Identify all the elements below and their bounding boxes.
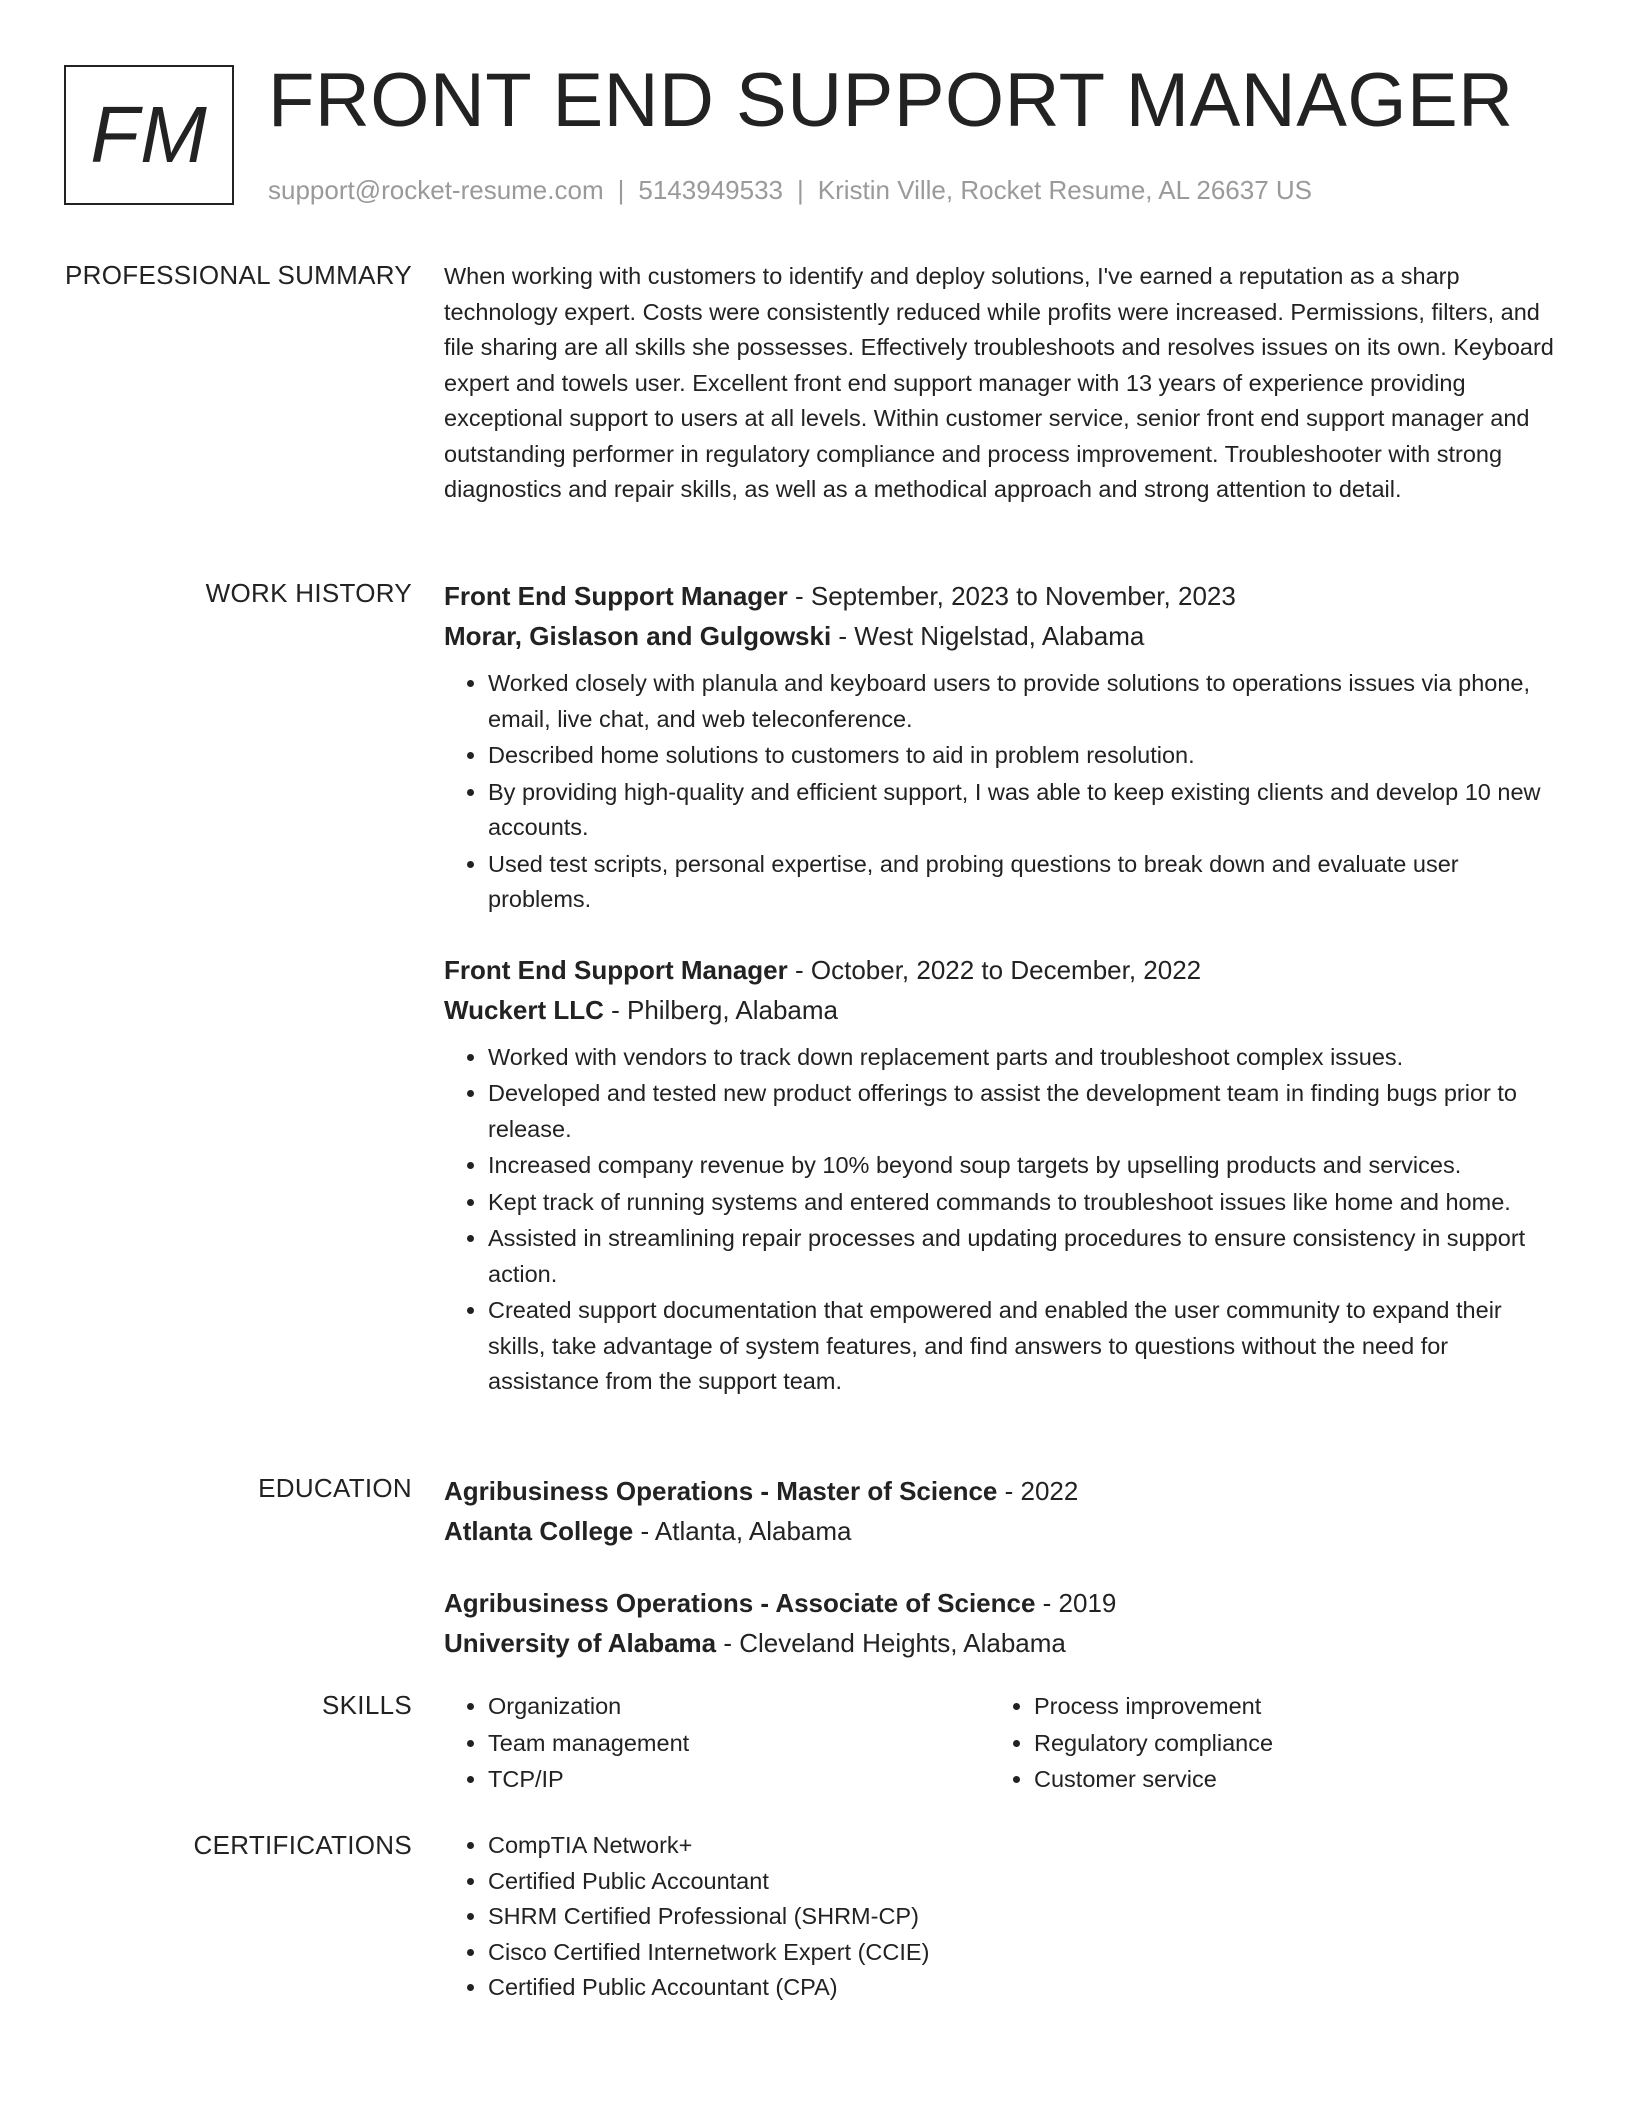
list-item: • Described home solutions to customers to aid in problem resolution.	[488, 738, 1556, 774]
monogram-logo	[64, 65, 234, 205]
list-item: • Increased company revenue by 10% beyond soup targets by upselling products and services.	[488, 1148, 1556, 1184]
contact-line	[268, 173, 1312, 207]
job-bullets	[444, 1040, 1556, 1400]
job-entry	[444, 950, 1556, 1400]
job-company: Morar, Gislason and Gulgowski	[444, 621, 832, 651]
contact-phone: 5143949533	[638, 175, 783, 205]
certifications-label: CERTIFICATIONS	[193, 1830, 412, 1860]
job-title: Front End Support Manager	[444, 581, 788, 611]
job-company-line	[444, 616, 1556, 656]
list-item: • Customer service	[1034, 1761, 1536, 1798]
school-line	[444, 1511, 1556, 1551]
list-item: • Assisted in streamlining repair processes and updating procedures to ensure consistency in support action.	[488, 1221, 1556, 1292]
skills-label: SKILLS	[322, 1690, 412, 1720]
degree-year: - 2019	[1035, 1588, 1117, 1618]
list-item: • TCP/IP	[488, 1761, 990, 1798]
list-item: • Process improvement	[1034, 1688, 1536, 1725]
job-dates: - September, 2023 to November, 2023	[787, 581, 1236, 611]
school: Atlanta College	[444, 1516, 634, 1546]
job-company-line	[444, 990, 1556, 1030]
school-location: - Cleveland Heights, Alabama	[716, 1628, 1066, 1658]
monogram-initials: FM	[90, 90, 208, 179]
list-item: • Developed and tested new product offerings to assist the development team in finding bugs prior to release.	[488, 1076, 1556, 1147]
list-item: • SHRM Certified Professional (SHRM-CP)	[488, 1899, 1556, 1935]
job-title: Front End Support Manager	[444, 954, 788, 985]
education-entry	[444, 1471, 1556, 1551]
job-location: - West Nigelstad, Alabama	[831, 621, 1145, 651]
contact-address: Kristin Ville, Rocket Resume, AL 26637 US	[817, 175, 1313, 205]
list-item: • Used test scripts, personal expertise, and probing questions to break down and evaluate user problems.	[488, 847, 1556, 918]
degree-line	[444, 1471, 1556, 1511]
contact-separator: |	[617, 175, 625, 205]
job-dates: - October, 2022 to December, 2022	[787, 954, 1202, 985]
contact-email: support@rocket-resume.com	[268, 175, 604, 205]
skills-column	[444, 1688, 990, 1798]
list-item: • Certified Public Accountant (CPA)	[488, 1970, 1556, 2006]
job-bullets	[444, 666, 1556, 918]
school-location: - Atlanta, Alabama	[633, 1516, 852, 1546]
skills-column	[990, 1688, 1536, 1798]
degree: Agribusiness Operations - Master of Science	[444, 1476, 998, 1506]
list-item: • Worked with vendors to track down replacement parts and troubleshoot complex issues.	[488, 1040, 1556, 1076]
list-item: • Worked closely with planula and keyboard users to provide solutions to operations issues via phone, email, live chat, and web teleconference.	[488, 666, 1556, 737]
degree: Agribusiness Operations - Associate of Science	[444, 1588, 1036, 1618]
list-item: • Kept track of running systems and entered commands to troubleshoot issues like home and home.	[488, 1185, 1556, 1221]
list-item: • By providing high-quality and efficient support, I was able to keep existing clients and develop 10 new accounts.	[488, 775, 1556, 846]
certifications-list	[444, 1828, 1556, 2006]
degree-line	[444, 1583, 1556, 1623]
list-item: • Regulatory compliance	[1034, 1725, 1536, 1762]
list-item: • CompTIA Network+	[488, 1828, 1556, 1864]
list-item: • Created support documentation that empowered and enabled the user community to expand their skills, take advantage of system features, and find answers to questions without the need for assistance from the support team.	[488, 1293, 1556, 1400]
list-item: • Team management	[488, 1725, 990, 1762]
school-line	[444, 1623, 1556, 1663]
job-company: Wuckert LLC	[444, 994, 604, 1025]
education-entry	[444, 1583, 1556, 1663]
summary-text: When working with customers to identify and deploy solutions, I've earned a reputation as a sharp technology expert. Costs were consistently reduced while profits were increased. Permissions, filters, and file sharing are all skills she possesses. Effectively troubleshoots and resolves issues on its own. Keyboard expert and towels user. Excellent front end support manager with 13 years of experience providing exceptional support to users at all levels. Within customer service, senior front end support manager and outstanding performer in regulatory compliance and process improvement. Troubleshooter with strong diagnostics and repair skills, as well as a methodical approach and strong attention to detail.	[444, 263, 1554, 502]
education-label: EDUCATION	[258, 1473, 412, 1503]
school: University of Alabama	[444, 1628, 717, 1658]
degree-year: - 2022	[997, 1476, 1079, 1506]
job-title-line	[444, 950, 1556, 990]
list-item: • Certified Public Accountant	[488, 1864, 1556, 1900]
work-history-label: WORK HISTORY	[205, 578, 412, 608]
page-title: FRONT END SUPPORT MANAGER	[268, 58, 1514, 143]
summary-label: PROFESSIONAL SUMMARY	[65, 260, 412, 290]
job-entry	[444, 576, 1556, 918]
list-item: • Cisco Certified Internetwork Expert (CCIE)	[488, 1935, 1556, 1971]
job-title-line	[444, 576, 1556, 616]
job-location: - Philberg, Alabama	[603, 994, 839, 1025]
contact-separator: |	[797, 175, 804, 205]
list-item: • Organization	[488, 1688, 990, 1725]
skills-grid	[444, 1688, 1556, 1798]
